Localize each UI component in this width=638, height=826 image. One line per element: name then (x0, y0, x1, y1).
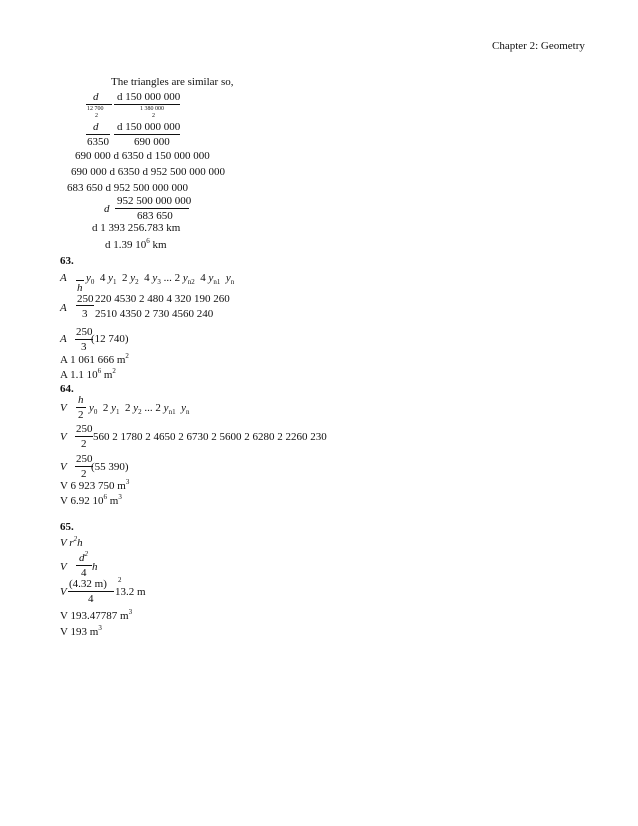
p65-l3-lhs: V (60, 586, 67, 598)
f2-bar-right (114, 134, 180, 135)
p65-l3-rhs: 13.2 m (115, 586, 146, 598)
p63-l2-rhs-bot: 2510 4350 2 730 4560 240 (95, 308, 214, 320)
intro-text: The triangles are similar so, (111, 76, 234, 88)
f2-num-right: d 150 000 000 (117, 121, 181, 133)
p65-l2-lhs: V (60, 561, 67, 573)
p64-l2-num: 250 (76, 423, 93, 435)
f1-num-left: d (93, 91, 99, 103)
p64-l1-rhs: $y_0$ 2 $y_1$ 2 $y_2$ ... 2 $y_{n1}$ $y_n$ (89, 402, 190, 416)
p63-l5: A 1.1 $10^6$ $m^2$ (60, 367, 116, 381)
p65-l3-bar (68, 591, 114, 592)
p63-l3-lhs: A (60, 333, 67, 345)
f2-den-left: 6350 (87, 136, 109, 148)
p64-l3-num: 250 (76, 453, 93, 465)
eq-line-4: 690 000 d 6350 d 952 500 000 000 (71, 166, 225, 178)
p65-l2-num: $d^2$ (79, 550, 88, 564)
p63-l1-rhs: $y_0$ 4 $y_1$ 2 $y_2$ 4 $y_3$ ... 2 $y_{n2}$ 4 $y_{n1}$ $y_n$ (86, 272, 235, 286)
f2-num-left: d (93, 121, 99, 133)
p64-l1-lhs: V (60, 402, 67, 414)
eq-line-6-num: 952 500 000 000 (117, 195, 192, 207)
p64-l3-rhs: (55 390) (91, 461, 129, 473)
eq-line-6-den: 683 650 (137, 210, 173, 222)
p65-l2-den: 4 (81, 567, 87, 579)
eq-line-7: d 1 393 256.783 km (92, 222, 181, 234)
chapter-header: Chapter 2: Geometry (492, 40, 585, 52)
f2-bar-left (86, 134, 110, 135)
f1-bar-right (114, 104, 180, 105)
p64-l5: V 6.92 $10^6$ $m^3$ (60, 493, 122, 507)
p63-l1-frac-num: h (77, 282, 83, 294)
p65-l5: V 193 $m^3$ (60, 624, 102, 638)
p63-l2-den: 3 (82, 308, 88, 320)
f1-bar-left (86, 104, 112, 105)
p65-l2-rhs: h (92, 561, 98, 573)
p63-l3-den: 3 (81, 341, 87, 353)
p64-l1-bar (76, 407, 86, 408)
p64-l4: V 6 923 750 $m^3$ (60, 478, 130, 492)
p65-l2-bar (76, 565, 92, 566)
eq-line-3: 690 000 d 6350 d 150 000 000 (75, 150, 210, 162)
p63-l2-rhs-top: 220 4530 2 480 4 320 190 260 (95, 293, 230, 305)
p64-l1-num: h (78, 394, 84, 406)
p63-l1-lhs: A (60, 272, 67, 284)
eq-line-6-lhs: d (104, 203, 110, 215)
p63-l2-bar (76, 305, 94, 306)
problem-65-label: 65. (60, 521, 74, 533)
f1-den-left-2: 2 (95, 113, 98, 119)
p63-l1-bar (76, 280, 84, 281)
p64-l3-den: 2 (81, 468, 87, 480)
p63-l2-lhs: A (60, 302, 67, 314)
p63-l3-num: 250 (76, 326, 93, 338)
p63-l2-num: 250 (77, 293, 94, 305)
p65-l3-num: (4.32 m) (69, 578, 107, 590)
problem-64-label: 64. (60, 383, 74, 395)
p64-l3-lhs: V (60, 461, 67, 473)
p64-l2-rhs: 560 2 1780 2 4650 2 6730 2 5600 2 6280 2 2260 230 (93, 431, 327, 443)
f1-den-left: 12 700 (87, 106, 104, 112)
eq-line-5: 683 650 d 952 500 000 000 (67, 182, 188, 194)
p65-l3-exp: 2 (118, 576, 122, 584)
eq-line-6-bar (115, 208, 189, 209)
p65-l4: V 193.47787 $m^3$ (60, 608, 133, 622)
p63-l3-rhs: (12 740) (91, 333, 129, 345)
p64-l2-lhs: V (60, 431, 67, 443)
problem-63-label: 63. (60, 255, 74, 267)
p64-l2-bar (75, 436, 93, 437)
f1-num-right: d 150 000 000 (117, 91, 181, 103)
eq-line-8: d 1.39 $10^6$ km (105, 237, 167, 251)
p65-l1: V $r^2h$ (60, 535, 83, 549)
f1-den-right: 1 380 000 (140, 106, 164, 112)
p64-l2-den: 2 (81, 438, 87, 450)
p65-l3-den: 4 (88, 593, 94, 605)
f1-den-right-2: 2 (152, 113, 155, 119)
p64-l1-den: 2 (78, 409, 84, 421)
f2-den-right: 690 000 (134, 136, 170, 148)
p63-l4: A 1 061 666 $m^2$ (60, 352, 129, 366)
